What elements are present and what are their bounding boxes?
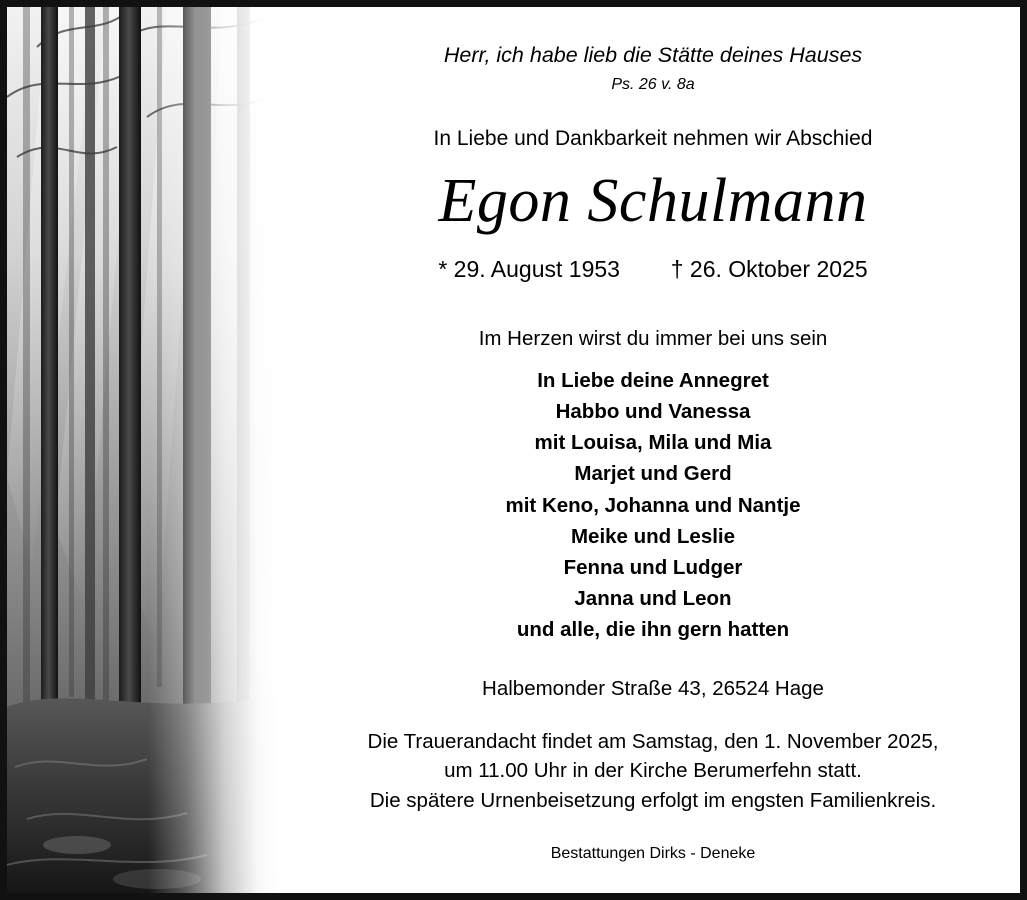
bible-verse-reference: Ps. 26 v. 8a	[611, 75, 695, 93]
forest-photo	[7, 7, 279, 893]
funeral-home-name: Bestattungen Dirks - Deneke	[550, 844, 756, 862]
address-line: Halbemonder Straße 43, 26524 Hage	[482, 677, 824, 701]
family-line: Fenna und Ludger	[563, 555, 743, 579]
family-line: In Liebe deine Annegret	[537, 368, 769, 392]
family-line: mit Keno, Johanna und Nantje	[505, 493, 801, 517]
family-line: Habbo und Vanessa	[555, 400, 751, 424]
service-details	[279, 727, 1027, 814]
family-line: Meike und Leslie	[570, 524, 736, 548]
family-list	[279, 365, 1027, 645]
bible-verse: Herr, ich habe lieb die Stätte deines Hauses	[443, 43, 863, 67]
service-line: Die Trauerandacht findet am Samstag, den 1. November 2025,	[367, 730, 939, 754]
notice-text-column	[279, 7, 1027, 893]
birth-date: * 29. August 1953	[438, 255, 620, 282]
family-line: Marjet und Gerd	[574, 462, 732, 486]
intro-line: In Liebe und Dankbarkeit nehmen wir Abschied	[433, 126, 873, 150]
life-dates	[279, 256, 1027, 283]
family-line: Janna und Leon	[574, 587, 732, 611]
service-line: Die spätere Urnenbeisetzung erfolgt im engsten Familienkreis.	[369, 788, 937, 812]
service-line: um 11.00 Uhr in der Kirche Berumerfehn statt.	[444, 759, 862, 783]
family-line: mit Louisa, Mila und Mia	[534, 431, 772, 455]
family-line: und alle, die ihn gern hatten	[516, 618, 790, 642]
deceased-name: Egon Schulmann	[438, 166, 868, 235]
death-date: † 26. Oktober 2025	[670, 255, 868, 282]
memorial-line: Im Herzen wirst du immer bei uns sein	[478, 326, 828, 350]
